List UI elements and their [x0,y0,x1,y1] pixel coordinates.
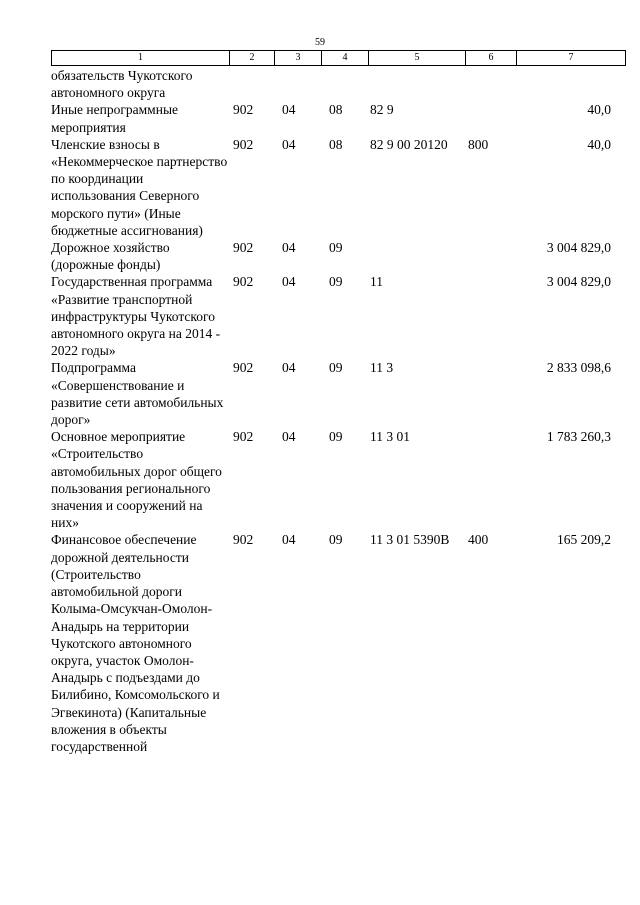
row-amount: 40,0 [587,136,611,152]
header-col-5: 5 [369,51,466,66]
row-target-article: 11 3 01 5390В [370,532,450,548]
row-amount [516,67,625,101]
row-expense-type: 400 [468,532,489,548]
row-subsection: 09 [329,429,343,445]
table-row [51,428,625,531]
table-row [51,359,625,428]
header-col-7: 7 [517,51,626,66]
row-amount: 3 004 829,0 [546,240,611,256]
row-grbs: 902 [233,136,254,152]
row-target-article: 11 [370,274,383,290]
row-amount: 1 783 260,3 [546,429,611,445]
row-section: 04 [282,360,296,376]
row-name: Членские взносы в «Некоммерческое партнерство по координации использования Северного морского пути» (Иные бюджетные ассигнования) [51,136,228,238]
row-grbs: 902 [233,240,254,256]
header-col-6: 6 [466,51,517,66]
row-subsection: 09 [329,360,343,376]
table-row [51,239,625,273]
row-amount: 2 833 098,6 [546,360,611,376]
row-grbs: 902 [233,274,254,290]
row-section: 04 [282,532,296,548]
row-name: Государственная программа «Развитие транспортной инфраструктуры Чукотского автономного округа на 2014 - 2022 годы» [51,274,221,359]
row-name: Подпрограмма «Совершенствование и развитие сети автомобильных дорог» [51,360,224,428]
row-subsection: 09 [329,240,343,256]
page-number: 59 [315,37,325,48]
row-section: 04 [282,429,296,445]
row-expense-type [465,101,516,135]
row-expense-type: 800 [468,136,489,152]
header-col-1: 1 [52,51,230,66]
row-name: Иные непрограммные мероприятия [51,102,179,135]
header-col-4: 4 [322,51,369,66]
row-amount: 40,0 [587,102,611,118]
row-section: 04 [282,102,296,118]
row-target-article [368,239,465,273]
row-section: 04 [282,274,296,290]
row-subsection [321,67,368,101]
row-subsection: 08 [329,102,343,118]
row-amount: 3 004 829,0 [546,274,611,290]
row-section: 04 [282,240,296,256]
table-row [51,67,625,101]
row-grbs: 902 [233,532,254,548]
row-target-article: 11 3 01 [370,429,410,445]
row-section: 04 [282,136,296,152]
row-grbs: 902 [233,102,254,118]
row-amount: 165 209,2 [557,532,611,548]
row-subsection: 09 [329,532,343,548]
row-target-article [368,67,465,101]
budget-table [51,67,625,755]
row-name: Основное мероприятие «Строительство автомобильных дорог общего пользования регионального значения и сооружений на них» [51,429,222,531]
header-col-3: 3 [275,51,322,66]
row-expense-type [465,239,516,273]
row-expense-type [465,428,516,531]
table-row [51,136,625,239]
row-target-article: 82 9 [370,102,394,118]
row-expense-type [465,273,516,359]
row-grbs [229,67,274,101]
row-name: Дорожное хозяйство (дорожные фонды) [51,240,170,273]
row-expense-type [465,359,516,428]
table-row [51,273,625,359]
row-target-article: 11 3 [370,360,394,376]
row-name: обязательств Чукотского автономного округа [51,68,193,101]
row-subsection: 09 [329,274,343,290]
row-section [274,67,321,101]
table-row [51,101,625,135]
table-row [51,531,625,755]
header-col-2: 2 [230,51,275,66]
row-grbs: 902 [233,429,254,445]
row-target-article: 82 9 00 20120 [370,136,448,152]
row-subsection: 08 [329,136,343,152]
column-number-header [51,50,626,66]
row-grbs: 902 [233,360,254,376]
row-expense-type [465,67,516,101]
row-name: Финансовое обеспечение дорожной деятельности (Строительство автомобильной дороги Колыма-Омсукчан-Омолон-Анадырь на территории Чукотского автономного округа, участок Омолон-Анадырь с подъездами до Билибино, Комсомольского и Эгвекинота) (Капитальные вложения в объекты государственной [51,532,220,754]
